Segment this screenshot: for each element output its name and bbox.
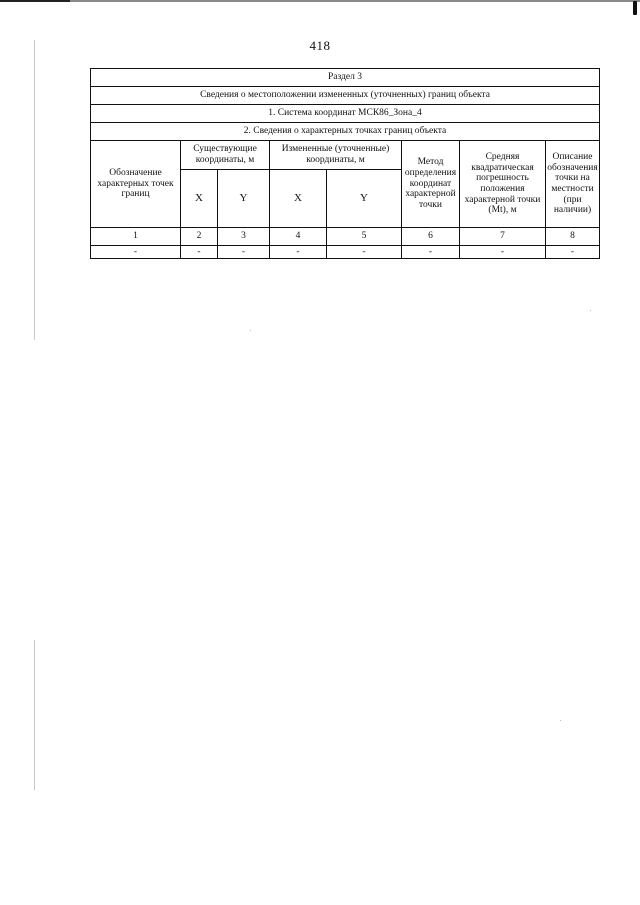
header-point-designation: Обозначение характерных точек границ [91,141,181,228]
scan-edge-line [0,0,640,2]
scan-speck [590,310,591,311]
table-cell: - [546,246,600,259]
page-number: 418 [309,38,331,53]
scan-speck [250,330,251,331]
header-existing-x: X [181,170,218,228]
column-number: 5 [327,228,402,246]
column-number-row [91,228,600,246]
header-mean-error: Средняя квадратическая погрешность положения характерной точки (Mt), м [460,141,546,228]
coordinate-system: 1. Система координат МСК86_Зона_4 [91,105,600,123]
scan-speck [560,720,561,721]
column-number: 6 [402,228,460,246]
header-method: Метод определения координат характерной точки [402,141,460,228]
table-cell: - [327,246,402,259]
column-number: 7 [460,228,546,246]
table-cell: - [270,246,327,259]
table-row [91,246,600,259]
column-number: 2 [181,228,218,246]
column-number: 1 [91,228,181,246]
table-cell: - [402,246,460,259]
points-heading: 2. Сведения о характерных точках границ объекта [91,123,600,141]
section-title: Раздел 3 [91,69,600,87]
header-existing-y: Y [218,170,270,228]
column-number: 3 [218,228,270,246]
binding-mark [34,40,35,340]
column-number: 8 [546,228,600,246]
table-cell: - [218,246,270,259]
header-changed-x: X [270,170,327,228]
scan-corner-mark [633,1,637,15]
table-cell: - [460,246,546,259]
table-cell: - [91,246,181,259]
section-table [90,68,600,259]
header-changed-coords: Измененные (уточненные) координаты, м [270,141,402,170]
header-description: Описание обозначения точки на местности (при наличии) [546,141,600,228]
header-changed-y: Y [327,170,402,228]
table-subtitle: Сведения о местоположении измененных (уточненных) границ объекта [91,87,600,105]
column-number: 4 [270,228,327,246]
binding-mark [34,640,35,790]
table-cell: - [181,246,218,259]
header-existing-coords: Существующие координаты, м [181,141,270,170]
